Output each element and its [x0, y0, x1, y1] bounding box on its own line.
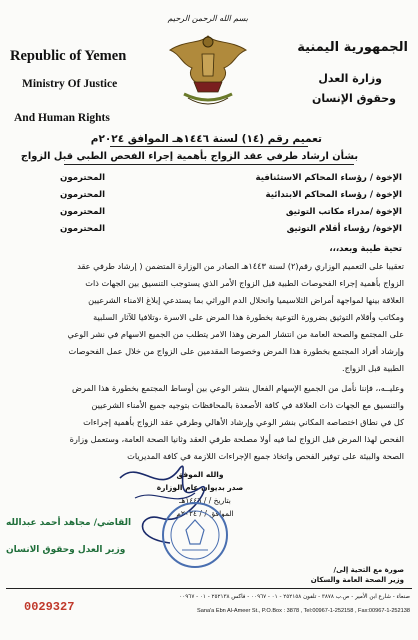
recipient-4-title: المحترمون — [60, 224, 106, 234]
closing-date-hijri: بتاريخ / / ١٤٤٦هـ — [179, 496, 231, 505]
closing-issued: صدر بديوان عام الوزارة — [156, 483, 244, 492]
en-ministry: Ministry Of Justice — [22, 78, 118, 90]
para1-line: الطبية قبل الزواج. — [341, 363, 404, 373]
en-rights: And Human Rights — [14, 112, 110, 124]
para2-line: الصحة والبيئة على توفير الفحص واتخاذ جميع الإجراءات اللازمة في كافة المديريات — [127, 451, 404, 461]
para2-line: كل في نطاق اختصاصه المكاني بنشر الوعي وإرشاد الأهالي وطرفي عقد الزواج بأهمية إجراءات — [83, 417, 404, 427]
closing-wallah: والله الموفق — [176, 470, 224, 479]
signer-title: وزير العدل وحقوق الانسان — [6, 545, 126, 555]
recipient-3-title: المحترمون — [60, 207, 106, 217]
ministry-seal-stamp — [160, 500, 230, 570]
recipient-4: الإخوة/ رؤساء أقلام التوثيق — [286, 224, 402, 234]
recipient-1: الإخوة / رؤساء المحاكم الاستئنافية — [255, 173, 402, 183]
para2-line: والتنسيق مع الجهات ذات العلاقة في كافة الأصعدة بالمحافظات بتوجيه جميع الأمناء الشرعيين — [91, 400, 404, 410]
recipient-1-title: المحترمون — [60, 173, 106, 183]
recipient-2: الإخوة / رؤساء المحاكم الابتدائية — [265, 190, 402, 200]
footer-ar-address: صنعاء - شارع ابن الأمير - ص.ب ٣٨٧٨ - تلفون ٢٥٢١٥٨ - ٠١ - ٠٠٩٦٧ - فاكس ٢٥٢١٣٨ - ٠١ - ٠٠٩٦٧ — [179, 594, 410, 600]
circular-subject: بشأن ارشاد طرفي عقد الزواج بأهمية إجراء الفحص الطبي قبل الزواج — [20, 151, 358, 162]
para1-line: على المجتمع والصحة العامة من انتشار المرض وهذا الامر يتطلب من الجميع الاسهام في نشر الوعي — [67, 329, 404, 339]
greeting: تحية طيبة وبعد،،، — [329, 244, 402, 254]
para1-line: الزواج بأهمية إجراء الفحوصات الطبية قبل الزواج الأمر الذي يستوجب التنسيق بين الجهات ذات — [85, 278, 404, 288]
en-country: Republic of Yemen — [10, 48, 127, 64]
cc-line-2: وزير الصحة العامة والسكان — [310, 576, 404, 584]
basmala: بسم الله الرحمن الرحيم — [167, 14, 248, 23]
ar-ministry: وزارة العدل — [318, 72, 382, 85]
signer-name: القاضي/ مجاهد أحمد عبدالله — [6, 518, 132, 528]
circular-title: تعميم رقم (١٤) لسنة ١٤٤٦هـ الموافق ٢٠٢٤م — [90, 133, 322, 145]
recipient-2-title: المحترمون — [60, 190, 106, 200]
para2-line: الفحص لهذا المرض قبل الزواج لما فيه أولا مصلحة طرفي العقد وثانيا الصحة العامة، وستعمل وزارة — [69, 434, 404, 444]
para1-line: العلاقة بينها لمواجهة أمراض الثلاسيميا وانحلال الدم الوراثي بما يستدعي إبلاغ الامناء الشرعيين — [88, 295, 404, 305]
footer-en-address: Sana'a Ebn Al-Ameer St., P.O.Box : 3878 , Tel:00967-1-252158 , Fax:00967-1-252138 — [197, 608, 410, 614]
ar-country: الجمهورية اليمنية — [297, 40, 408, 55]
cc-line-1: صورة مع التحية إلى/ — [333, 566, 404, 574]
closing-date-greg: الموافق / / ٢٠٢٤م — [176, 509, 234, 518]
para1-line: وإرشاد أفراد المجتمع بخطورة هذا المرض وخصوصا المقدمين على الزواج من خلال عمل الفحوصات — [68, 346, 404, 356]
recipient-3: الإخوة /مدراء مكاتب التوثيق — [285, 207, 402, 217]
para1-line: ومكاتب وأقلام التوثيق بضرورة التوعية بخطورة هذا المرض على الاسرة ،وتلافيا للآثار السلبية — [93, 312, 404, 322]
yemen-eagle-emblem — [158, 24, 258, 114]
para2-line: وعليــه،، فإننا نأمل من الجميع الإسهام الفعال بنشر الوعي بين أوساط المجتمع بخطورة هذا المرض — [72, 383, 404, 393]
para1-line: تعقيبا على التعميم الوزاري رقم(٢) لسنة ١٤٤٣هـ الصادر من الوزارة المتضمن ( إرشاد طرفي عقد — [77, 261, 404, 271]
ar-rights: وحقوق الإنسان — [311, 92, 396, 105]
serial-number: 0029327 — [24, 600, 75, 614]
